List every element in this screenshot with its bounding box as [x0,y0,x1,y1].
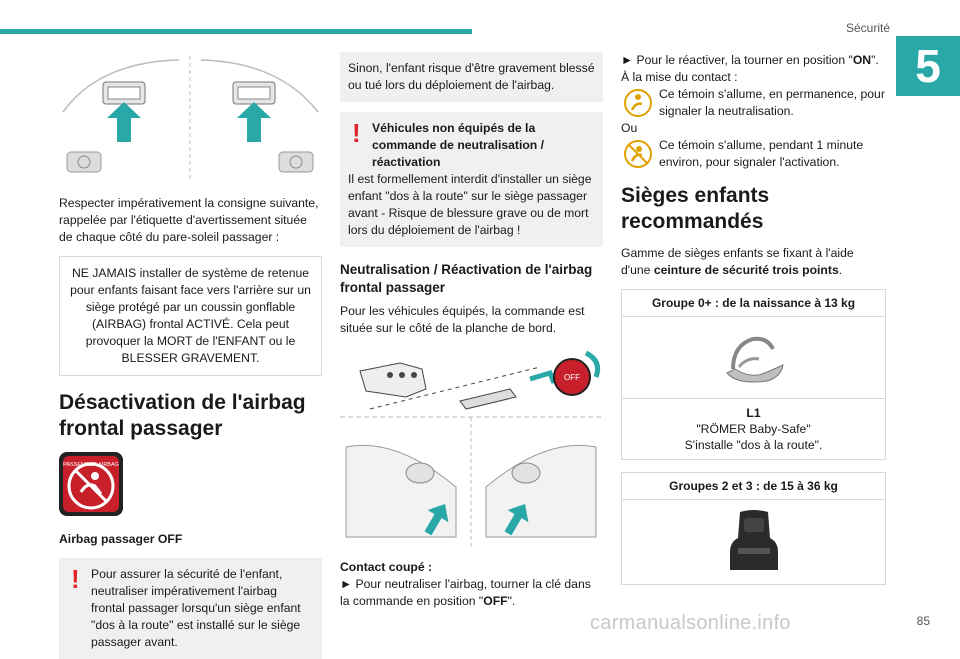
seat-table-group0 [621,289,886,460]
seat-model: "RÖMER Baby-Safe" [696,422,811,436]
contact-title: Contact coupé : [340,560,433,574]
alert-body: Il est formellement interdit d'installer un siège enfant "dos à la route" sur le siège passager avant - Risque de blessure grave ou de mort lors du déploiement de l'airbag ! [348,172,592,237]
page-number: 85 [916,614,930,628]
airbag-off-warning-icon [623,88,653,118]
table-body [622,399,885,459]
or-text: Ou [621,121,638,135]
baby-seat-icon [719,327,789,389]
section-title: Sécurité [845,21,890,35]
svg-text:OFF: OFF [564,373,580,382]
intro-paragraph: Respecter impérativement la consigne suivante, rappelée par l'étiquette d'avertissement située de chaque côté du pare-soleil passager : [59,196,319,244]
neutralisation-paragraph: Pour les véhicules équipés, la commande est située sur le côté de la planche de bord. [340,304,585,335]
badge-label: PASSENGER AIRBAG [63,462,119,468]
sunvisor-label-illustration [59,52,322,184]
seat-table-group23 [621,472,886,585]
alert-box-no-control [340,112,603,247]
booster-seat-icon [726,508,782,576]
baby-seat-image [622,317,885,399]
section-heading-deactivation: Désactivation de l'airbag frontal passager [59,391,306,440]
continued-text: Sinon, l'enfant risque d'être gravement blessé ou tué lors du déploiement de l'airbag. [348,61,595,92]
watermark: carmanualsonline.info [590,612,791,634]
alert-exclamation-icon: ! [352,118,361,148]
key-switch-illustration [340,347,603,553]
indicator-row-on [621,137,886,171]
warning-box: NE JAMAIS installer de système de retenue pour enfants faisant face vers l'arrière sur un siège protégé par un coussin gonflable (AIRBAG) frontal ACTIVÉ. Cela peut provoquer la MORT de l'ENFANT ou le BLESSER GRAVEMENT. [59,256,322,376]
indicator-text-off: Ce témoin s'allume, en permanence, pour signaler la neutralisation. [659,87,885,118]
table-header: Groupe 0+ : de la naissance à 13 kg [622,290,885,317]
section-heading-neutralisation: Neutralisation / Réactivation de l'airbag frontal passager [340,262,593,295]
seat-code: L1 [746,406,761,420]
alert-box-safety [59,558,322,659]
header-accent-bar [0,29,472,34]
contact-instruction: ► Pour neutraliser l'airbag, tourner la clé dans la commande en position "OFF". [340,577,591,608]
seat-note: S'installe "dos à la route". [684,438,823,452]
reactivate-instruction: ► Pour le réactiver, la tourner en position "ON". [621,53,879,67]
booster-seat-image [622,500,885,584]
continued-box [340,52,603,102]
alert-title: Véhicules non équipés de la commande de neutralisation / réactivation [372,121,545,169]
ignition-text: À la mise du contact : [621,70,738,84]
alert-text: Pour assurer la sécurité de l'enfant, neutraliser impérativement l'airbag frontal passager lorsqu'un siège enfant "dos à la route" est installé sur le siège passager avant. [91,567,301,649]
table-header: Groupes 2 et 3 : de 15 à 36 kg [622,473,885,500]
indicator-text-on: Ce témoin s'allume, pendant 1 minute environ, pour signaler l'activation. [659,138,864,169]
column-3 [621,52,886,585]
chapter-number: 5 [896,36,960,96]
airbag-on-warning-icon [623,139,653,169]
seats-paragraph: Gamme de sièges enfants se fixant à l'aide d'une ceinture de sécurité trois points. [621,246,854,277]
indicator-row-off [621,86,886,120]
column-2 [340,52,603,610]
alert-exclamation-icon: ! [71,564,80,594]
column-1 [59,52,322,659]
section-heading-seats: Sièges enfants recommandés [621,184,770,233]
airbag-off-icon [59,452,123,516]
airbag-off-badge [59,452,322,521]
badge-caption: Airbag passager OFF [59,532,183,546]
